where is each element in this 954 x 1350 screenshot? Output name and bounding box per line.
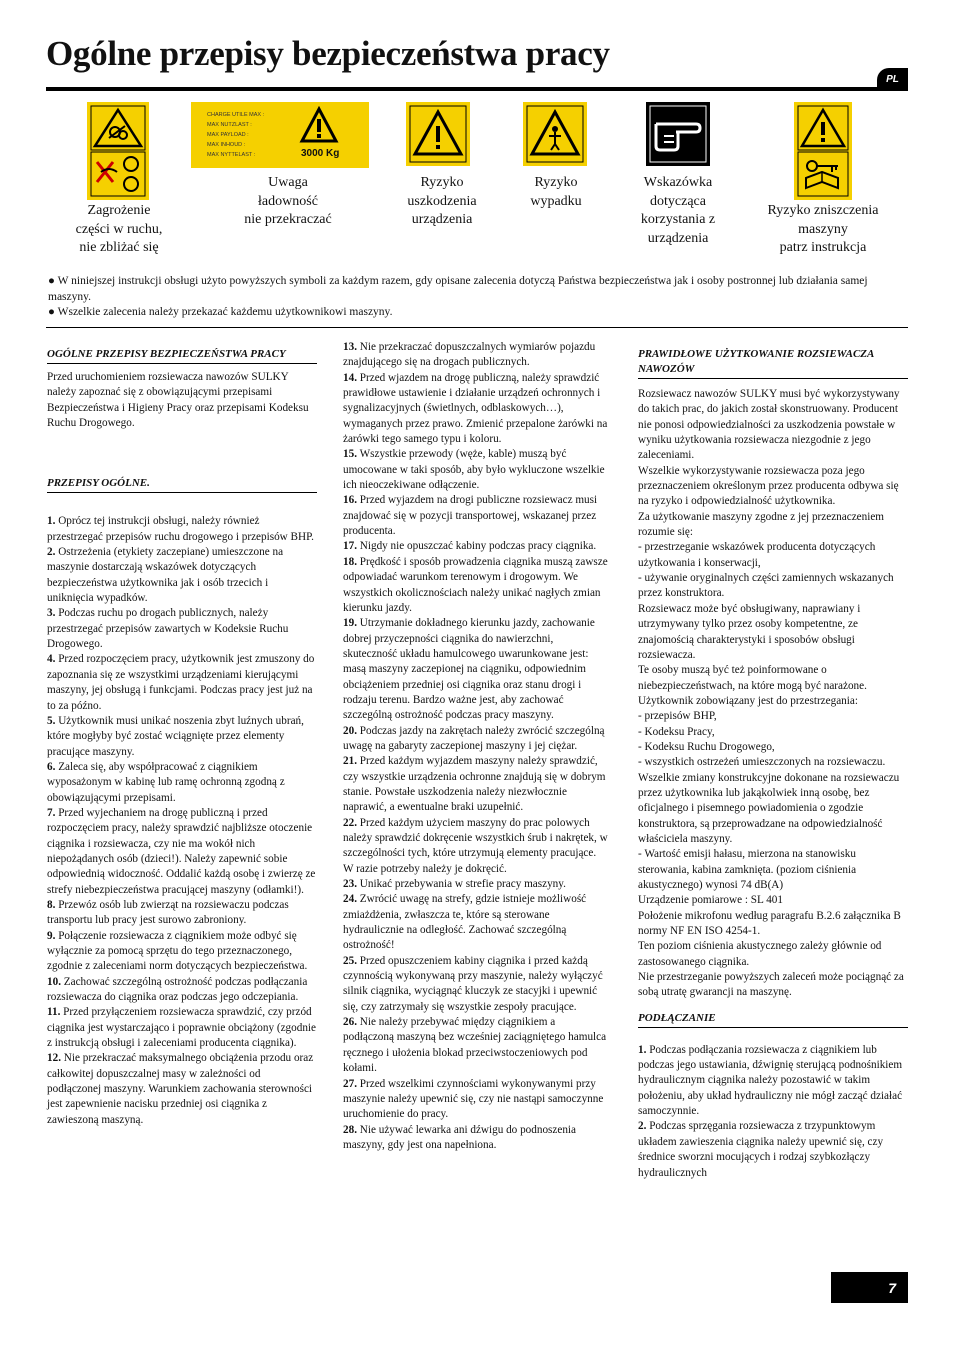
item-number: 24. [343,893,357,906]
payload-label-en: MAX PAYLOAD : [207,132,249,138]
list-item [343,892,608,953]
item-number: 15. [343,448,357,461]
payload-label-no: MAX NYTTELAST : [207,152,256,158]
item-text: Podczas podłączania rozsiewacza z ciągnikiem lub podczas jego ustawiania, dźwignię sterującą podnośnikiem hydraulicznym ciągnika należy pozostawić w takim położeniu, aby układ hydrauliczny nie mógł zacząć działać samoczynnie. [638,1043,903,1118]
item-number: 18. [343,555,357,568]
section-heading-general-rules: PRZEPISY OGÓLNE. [47,476,317,493]
item-text: Unikać przebywania w strefie pracy maszyny. [356,878,566,891]
list-item [343,447,608,493]
list-item [343,493,608,539]
item-number: 21. [343,755,357,768]
text-line: Za użytkowanie maszyny zgodne z jej przeznaczeniem rozumie się: [638,510,885,539]
list-item [343,371,608,448]
list-item [343,877,608,892]
text-line: Położenie mikrofonu według paragrafu B.2.6 załącznika B normy NF EN ISO 4254-1. [638,909,901,938]
warning-triangle-icon [299,106,339,144]
section-heading-connecting: PODŁĄCZANIE [638,1011,908,1028]
item-number: 8. [47,898,56,911]
item-text: Przed wjazdem na drogę publiczną, należy sprawdzić prawidłowe ustawienie i działanie urządzeń ochronnych i sygnalizacyjnych (świetlnych, odblaskowych…), wymaganych przez prawo. Zmienić przepalone żarówki na żarówki tego samego typu i koloru. [343,371,608,446]
item-number: 7. [47,806,56,819]
list-item [47,606,317,652]
text-line: Rozsiewacz może być obsługiwany, naprawiany i utrzymywany tylko przez osoby kompetentne, ze znajomością charakterystyki i sposobów obsługi rozsiewacza. [638,602,861,661]
item-number: 10. [47,975,61,988]
list-item [343,724,608,755]
item-text: Przed każdym użyciem maszyny do prac polowych należy sprawdzić dokręcenie wszystkich śrub i nakrętek, w szczególności tych, które utrzymują elementy pracujące. W razie potrzeby należy je dokręcić. [343,816,608,875]
item-text: Przewóz osób lub zwierząt na rozsiewaczu podczas transportu lub pracy jest surowo zabroniony. [47,898,289,927]
item-text: Zachować szczególną ostrożność podczas podłączania rozsiewacza do ciągnika oraz podczas jego odczepiania. [47,975,308,1004]
item-text: Przed przyłączeniem rozsiewacza sprawdzić, czy przód ciągnika jest wystarczająco i poprawnie obciążony (zgodnie z instrukcją obsługi i zaleceniami producenta ciągnika). [47,1006,317,1050]
symbol-caption-machine-damage: Ryzyko zniszczenia maszyny patrz instrukcja [767,203,879,255]
list-item [47,545,317,606]
symbol-caption-usage-tip: Wskazówka dotycząca korzystania z urządzenia [640,175,716,246]
text-line: - wszystkich ostrzeżeń umieszczonych na rozsiewaczu. [638,756,886,769]
item-text: Przed każdym wyjazdem maszyny należy sprawdzić, czy wszystkie urządzenia ochronne znajdują się w dobrym stanie. Powstałe uszkodzenia należy niezwłocznie naprawić, a ewentualne braki uzupełnić. [343,755,606,814]
list-item [343,816,608,877]
item-number: 19. [343,617,357,630]
list-item [343,555,608,616]
symbol-notes [48,274,908,321]
item-text: Przed wyjazdem na drogi publiczne rozsiewacz musi znajdować się w pozycji transportowej, wskazanej przez producenta. [343,494,598,538]
item-number: 26. [343,1016,357,1029]
symbol-caption-accident: Ryzyko wypadku [530,175,582,209]
list-item [343,539,608,554]
item-number: 2. [47,546,56,559]
item-number: 3. [47,607,56,620]
intro-paragraph: Przed uruchomieniem rozsiewacza nawozów SULKY należy zapoznać się z obowiązującymi przepisami Bezpieczeństwa i Higieny Pracy oraz przepisami Kodeksu Ruchu Drogowego. [47,371,309,430]
list-item [343,1015,608,1076]
proper-use-text [638,387,908,1001]
item-text: Przed rozpoczęciem pracy, użytkownik jest zmuszony do zapoznania się ze wszystkimi urządzeniami kierującymi maszyny, jej obsługą i funkcjami. Podczas pracy jest już na to za późno. [47,653,315,712]
list-item [47,514,317,545]
column-2 [343,340,608,1153]
item-text: Połączenie rozsiewacza z ciągnikiem może odbyć się wyłącznie za pomocą sprzętu do tego przeznaczonego, zgodnie z zaleceniami norm dotyczących bezpieczeństwa. [47,929,308,973]
list-item [343,1077,608,1123]
notes-rule [46,327,908,328]
text-line: - Kodeksu Pracy, [638,725,715,738]
text-line: - przepisów BHP, [638,710,717,723]
list-item [47,652,317,713]
symbol-caption-equipment-damage: Ryzyko uszkodzenia urządzenia [407,175,477,227]
item-text: Utrzymanie dokładnego kierunku jazdy, zachowanie dobrej przyczepności ciągnika do nawierzchni, skuteczność układu hamulcowego uwarunkowane jest: masą maszyny zaczepionej na ciągniku, odpowiednim obciążeniem przedniej osi ciągnika oraz stanu drogi i rodzaju terenu. Bardzo ważne jest, aby zachować szczególną ostrożność podczas pracy maszyny. [343,617,595,722]
item-number: 22. [343,816,357,829]
text-line: - Wartość emisji hałasu, mierzona na stanowisku sterowania, kabina zamknięta. (poziom ciśnienia akustycznego) wynosi 74 dB(A) [638,848,857,891]
item-number: 23. [343,878,357,891]
text-line: Wszelkie wykorzystywanie rozsiewacza poza jego przeznaczeniem określonym przez producenta odbywa się na ryzyko i odpowiedzialność użytkownika. [638,464,899,508]
item-text: Podczas sprzęgania rozsiewacza z trzypunktowym układem zawieszenia ciągnika należy upewnić się, czy średnice sworzni mocujących i rodzaj szybkozłączy hydraulicznych [638,1120,884,1179]
item-text: Użytkownik musi unikać noszenia zbyt luźnych ubrań, które mogłyby być zostać wciągnięte przez elementy pracujące maszyny. [47,714,304,758]
item-number: 20. [343,724,357,737]
item-text: Wszystkie przewody (węże, kable) muszą być umocowane w taki sposób, aby było wykluczone wszelkie ich nieoczekiwane odłączenie. [343,448,605,492]
item-text: Ostrzeżenia (etykiety zaczepiane) umieszczone na maszynie dostarczają wskazówek dotyczących bezpieczeństwa użytkownika jak i osób trzecich i uniknięcia wypadków. [47,546,284,605]
item-number: 28. [343,1123,357,1136]
item-text: Nie należy przebywać między ciągnikiem a podłączoną maszyną bez wcześniej zaciągniętego hamulca ręcznego i ułożenia blokad przeciwstoczeniowych pod kołami. [343,1016,607,1075]
item-text: Nie przekraczać maksymalnego obciążenia przodu oraz całkowitej dopuszczalnej masy w zależności od podłączonej maszyny. Warunkiem zachowania sterowności jest zapewnienie nacisku przedniej osi ciągnika z zawieszoną maszyną. [47,1052,314,1126]
item-text: Nie przekraczać dopuszczalnych wymiarów pojazdu znajdującego się na drogach publicznych. [343,341,596,369]
symbol-caption-payload: Uwaga ładowność nie przekraczać [244,175,332,227]
item-number: 4. [47,653,56,666]
rules-list-continued [343,340,608,1153]
connecting-list [638,1043,908,1181]
list-item [343,954,608,1015]
column-1 [47,347,317,1128]
item-text: Przed opuszczeniem kabiny ciągnika i przed każdą czynnością wykonywaną przy maszynie, należy wyłączyć silnik ciągnika, wyciągnąć kluczyk ze stacyjki i upewnić się, czy zatrzymały się wszystkie zespoły pracujące. [343,954,603,1013]
text-line: Użytkownik zobowiązany jest do przestrzegania: [638,694,858,707]
list-item [638,1043,908,1120]
item-number: 1. [47,515,56,528]
item-text: Prędkość i sposób prowadzenia ciągnika muszą zawsze odpowiadać warunkom terenowym i drogowym. We wszystkich okolicznościach należy unikać nagłych zmian kierunku jazdy. [343,555,608,614]
item-number: 6. [47,760,56,773]
item-text: Zaleca się, aby współpracować z ciągnikiem wyposażonym w kabinę lub ramę ochronną zgodną z obowiązującymi przepisami. [47,760,285,804]
item-number: 2. [638,1120,647,1133]
list-item [343,340,608,371]
item-number: 5. [47,714,56,727]
list-item [47,975,317,1006]
list-item [343,754,608,815]
item-number: 12. [47,1052,61,1065]
payload-label-nl: MAX INHOUD : [207,142,246,148]
page-title: Ogólne przepisy bezpieczeństwa pracy [46,34,610,73]
list-item [343,616,608,723]
read-manual-warning-icon [794,102,852,200]
column-3 [638,347,908,1181]
section-heading-general-safety: OGÓLNE PRZEPISY BEZPIECZEŃSTWA PRACY [47,347,317,364]
note-item: ● Wszelkie zalecenia należy przekazać każdemu użytkownikowi maszyny. [48,306,393,318]
item-number: 11. [47,1006,61,1019]
item-number: 9. [47,929,56,942]
text-line: Nie przestrzeganie powyższych zaleceń może pociągnąć za sobą utratę gwarancji na maszynę. [638,971,904,999]
payload-value: 3000 Kg [301,148,340,159]
list-item [47,1051,317,1128]
item-text: Oprócz tej instrukcji obsługi, należy również przestrzegać przepisów ruchu drogowego i przepisów BHP. [47,515,314,543]
item-text: Nigdy nie opuszczać kabiny podczas pracy ciągnika. [356,540,597,553]
title-rule [46,87,908,91]
text-line: - Kodeksu Ruchu Drogowego, [638,740,775,753]
text-line: Rozsiewacz nawozów SULKY musi być wykorzystywany do takich prac, do jakich został skonstruowany. Producent nie ponosi odpowiedzialności za uszkodzenia powstałe w wyniku użytkowania rozsiewacza niezgodnie z jego zaleceniami. [638,388,900,462]
list-item [47,714,317,760]
item-number: 25. [343,954,357,967]
list-item [343,1123,608,1154]
text-line: - używanie oryginalnych części zamiennych wskazanych przez konstruktora. [638,572,894,600]
symbol-caption-moving-parts: Zagrożenie części w ruchu, nie zbliżać się [75,203,163,255]
item-number: 16. [343,494,357,507]
moving-parts-warning-icon [87,102,149,200]
text-line: Wszelkie zmiany konstrukcyjne dokonane na rozsiewaczu przez użytkownika lub jakąkolwiek inną osobę, bez oficjalnego i pisemnego powiadomienia o zgodzie konstruktora, są przeprowadzane na odpowiedzialność właściciela maszyny. [638,771,900,845]
language-badge: PL [877,68,908,90]
accident-warning-icon [523,102,587,166]
item-text: Podczas jazdy na zakrętach należy zwrócić szczególną uwagę na gabaryty zaczepionej maszyny i jej ciężar. [343,724,605,752]
item-number: 27. [343,1077,357,1090]
note-item: ● W niniejszej instrukcji obsługi użyto powyższych symboli za każdym razem, gdy opisane zalecenia dotyczą Państwa bezpieczeństwa jak i osoby postronnej lub działania samej maszyny. [48,275,868,303]
page-number: 7 [831,1272,908,1303]
list-item [47,929,317,975]
text-line: - przestrzeganie wskazówek producenta dotyczących użytkowania i konserwacji, [638,541,876,569]
list-item [47,1005,317,1051]
item-text: Zwrócić uwagę na strefy, gdzie istnieje możliwość zmiażdżenia, zwłaszcza te, które są sterowane hydraulicznie na odległość. Zachować szczególną ostrożność! [343,893,587,952]
list-item [638,1119,908,1180]
rules-list [47,514,317,1128]
pointing-hand-icon [646,102,710,166]
item-number: 1. [638,1043,647,1056]
item-number: 13. [343,341,357,353]
list-item [47,806,317,898]
payload-label-fr: CHARGE UTILE MAX : [207,112,265,118]
item-text: Nie używać lewarka ani dźwigu do podnoszenia maszyny, gdy jest ona napełniona. [343,1123,576,1151]
text-line: Ten poziom ciśnienia akustycznego zależy głównie od zastosowanego ciągnika. [638,940,882,968]
equipment-damage-warning-icon [406,102,470,166]
section-heading-proper-use: PRAWIDŁOWE UŻYTKOWANIE ROZSIEWACZA NAWOZÓW [638,347,908,379]
list-item [47,760,317,806]
item-number: 17. [343,540,357,553]
item-number: 14. [343,371,357,384]
text-line: Urządzenie pomiarowe : SL 401 [638,894,783,907]
max-payload-sign [191,102,369,168]
text-line: Te osoby muszą być też poinformowane o niebezpieczeństwach, na które mogą być narażone. [638,664,867,692]
item-text: Podczas ruchu po drogach publicznych, należy przestrzegać przepisów zawartych w Kodeksie Ruchu Drogowego. [47,607,289,651]
item-text: Przed wyjechaniem na drogę publiczną i przed rozpoczęciem pracy, należy sprawdzić najbliższe otoczenie ciągnika i rozsiewacza, czy nie ma wokół nich niepożądanych osób (dzieci!). Należy zapewnić sobie odpowiednią widoczność. Oddalić każdą osobę i zwierzę ze strefy niebezpieczeństwa pracującej maszyny (odłamki!). [47,806,316,896]
list-item [47,898,317,929]
item-text: Przed wszelkimi czynnościami wykonywanymi przy maszynie należy upewnić się, czy nie nastąpi samoczynne uruchomienie do pracy. [343,1077,604,1121]
payload-label-de: MAX NUTZLAST : [207,122,252,128]
